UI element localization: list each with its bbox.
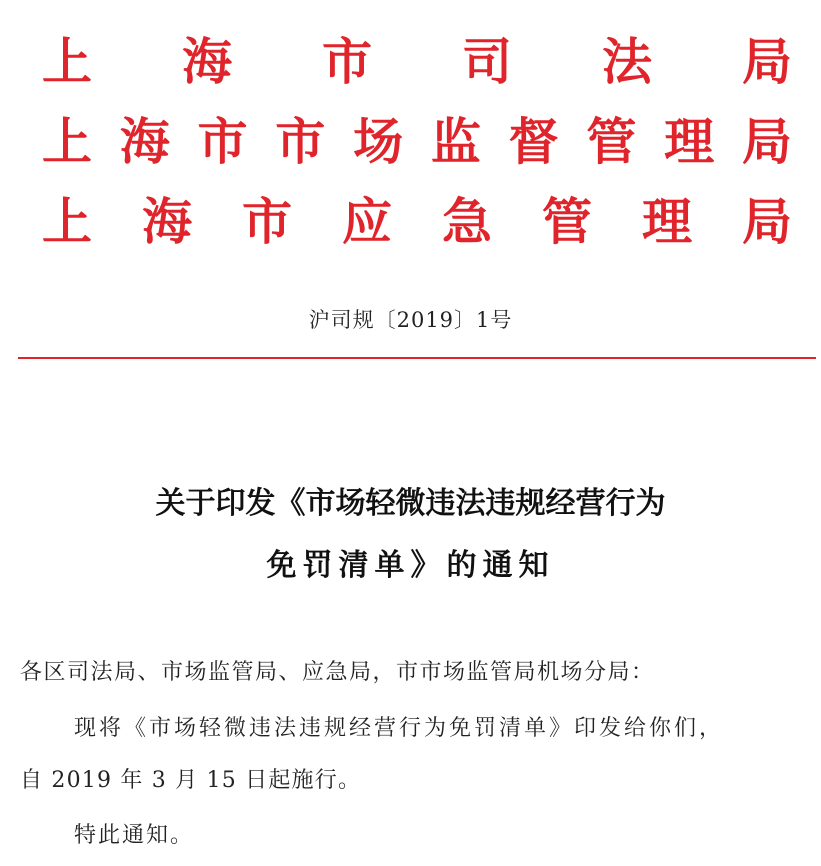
issuer-char: 市 — [275, 112, 326, 171]
closing-line: 特此通知。 — [74, 823, 195, 848]
issuer-char: 局 — [742, 192, 792, 251]
document-number: 沪司规〔2019〕1号 — [308, 308, 513, 332]
notice-title-line-2: 免罚清单》的通知 — [266, 548, 555, 583]
issuer-char: 局 — [741, 112, 792, 171]
notice-title-line-1: 关于印发《市场轻微违法违规经营行为 — [155, 486, 666, 521]
issuer-char: 上 — [42, 32, 92, 91]
issuer-char: 管 — [586, 112, 637, 171]
issuer-char: 市 — [242, 192, 292, 251]
issuer-char: 督 — [508, 112, 559, 171]
issuer-emergency-management-bureau — [42, 182, 792, 262]
issuer-char: 应 — [342, 192, 392, 251]
issuer-market-supervision-bureau — [42, 102, 792, 182]
issuer-justice-bureau — [42, 22, 792, 102]
issuer-char: 司 — [462, 32, 512, 91]
issuer-char: 海 — [182, 32, 232, 91]
issuer-char: 急 — [442, 192, 492, 251]
issuer-char: 管 — [542, 192, 592, 251]
issuer-char: 场 — [353, 112, 404, 171]
issuer-char: 市 — [322, 32, 372, 91]
recipients-line: 各区司法局、市场监管局、应急局，市市场监管局机场分局： — [20, 660, 655, 685]
body-paragraph-line-2: 自 2019 年 3 月 15 日起施行。 — [20, 768, 362, 793]
issuer-char: 局 — [742, 32, 792, 91]
issuing-authorities — [42, 22, 792, 262]
issuer-char: 海 — [119, 112, 170, 171]
issuer-char: 理 — [642, 192, 692, 251]
issuer-char: 海 — [142, 192, 192, 251]
issuer-char: 上 — [42, 112, 92, 171]
red-divider-line — [18, 357, 816, 359]
body-paragraph-line-1: 现将《市场轻微违法违规经营行为免罚清单》印发给你们， — [74, 716, 725, 741]
issuer-char: 上 — [42, 192, 92, 251]
issuer-char: 法 — [602, 32, 652, 91]
issuer-char: 市 — [197, 112, 248, 171]
issuer-char: 理 — [664, 112, 715, 171]
issuer-char: 监 — [430, 112, 481, 171]
